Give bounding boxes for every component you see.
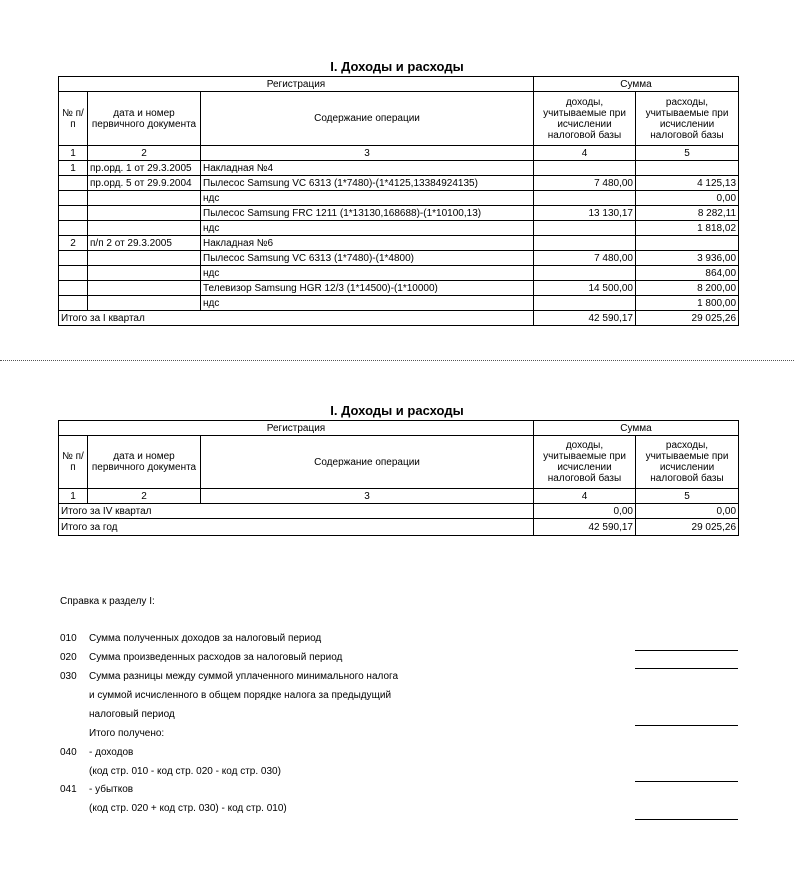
row-income xyxy=(534,191,636,206)
row-expense: 1 800,00 xyxy=(636,296,739,311)
header-expense: расходы, учитываемые при исчислении налоговой базы xyxy=(636,436,739,489)
row-expense: 3 936,00 xyxy=(636,251,739,266)
table-row xyxy=(59,266,739,281)
row-operation: ндс xyxy=(201,266,534,281)
table-row xyxy=(59,191,739,206)
total-expense: 0,00 xyxy=(636,504,739,519)
header-registration: Регистрация xyxy=(59,421,534,436)
row-num xyxy=(59,281,88,296)
col-num-3: 3 xyxy=(201,146,534,161)
header-expense: расходы, учитываемые при исчислении налоговой базы xyxy=(636,92,739,146)
row-expense xyxy=(636,161,739,176)
row-operation: Накладная №6 xyxy=(201,236,534,251)
income-expense-table-1 xyxy=(58,76,739,326)
total-income: 0,00 xyxy=(534,504,636,519)
table-row xyxy=(59,236,739,251)
row-doc: пр.орд. 1 от 29.3.2005 xyxy=(88,161,201,176)
row-income: 7 480,00 xyxy=(534,176,636,191)
row-income xyxy=(534,236,636,251)
ref-text: Сумма разницы между суммой уплаченного минимального налога xyxy=(89,671,399,682)
total-expense: 29 025,26 xyxy=(636,311,739,326)
income-expense-table-2 xyxy=(58,420,739,536)
col-num-2: 2 xyxy=(88,489,201,504)
row-operation: Пылесос Samsung VC 6313 (1*7480)-(1*4125,13384924135) xyxy=(201,176,534,191)
row-operation: ндс xyxy=(201,221,534,236)
header-sum: Сумма xyxy=(534,77,739,92)
row-num xyxy=(59,266,88,281)
answer-line-041 xyxy=(635,819,738,820)
row-doc: п/п 2 от 29.3.2005 xyxy=(88,236,201,251)
answer-line-030 xyxy=(635,725,738,726)
ref-code: 040 xyxy=(60,747,77,758)
row-operation: Телевизор Samsung HGR 12/3 (1*14500)-(1*10000) xyxy=(201,281,534,296)
row-expense: 4 125,13 xyxy=(636,176,739,191)
row-num xyxy=(59,251,88,266)
row-operation: Накладная №4 xyxy=(201,161,534,176)
col-num-4: 4 xyxy=(534,146,636,161)
header-content: Содержание операции xyxy=(201,436,534,489)
total-row xyxy=(59,504,739,519)
row-income: 13 130,17 xyxy=(534,206,636,221)
row-num: 1 xyxy=(59,161,88,176)
row-expense: 1 818,02 xyxy=(636,221,739,236)
ref-text: налоговый период xyxy=(89,709,175,720)
total-label: Итого за год xyxy=(59,519,534,536)
header-doc: дата и номер первичного документа xyxy=(88,436,201,489)
row-operation: Пылесос Samsung FRC 1211 (1*13130,168688)-(1*10100,13) xyxy=(201,206,534,221)
header-doc: дата и номер первичного документа xyxy=(88,92,201,146)
table-row xyxy=(59,161,739,176)
row-expense xyxy=(636,236,739,251)
row-num xyxy=(59,176,88,191)
row-expense: 8 282,11 xyxy=(636,206,739,221)
table-row xyxy=(59,176,739,191)
row-num: 2 xyxy=(59,236,88,251)
section-title-1: I. Доходы и расходы xyxy=(330,59,464,74)
total-row xyxy=(59,519,739,536)
row-doc xyxy=(88,266,201,281)
row-doc xyxy=(88,221,201,236)
header-registration: Регистрация xyxy=(59,77,534,92)
table-row xyxy=(59,281,739,296)
row-num xyxy=(59,221,88,236)
total-income: 42 590,17 xyxy=(534,311,636,326)
row-income: 7 480,00 xyxy=(534,251,636,266)
col-num-5: 5 xyxy=(636,489,739,504)
header-content: Содержание операции xyxy=(201,92,534,146)
ref-text: - убытков xyxy=(89,784,134,795)
ref-text: Сумма полученных доходов за налоговый период xyxy=(89,633,322,644)
col-num-4: 4 xyxy=(534,489,636,504)
col-num-1: 1 xyxy=(59,146,88,161)
row-income xyxy=(534,296,636,311)
total-expense: 29 025,26 xyxy=(636,519,739,536)
answer-line-040 xyxy=(635,781,738,782)
answer-line-020 xyxy=(635,668,738,669)
header-sum: Сумма xyxy=(534,421,739,436)
row-doc xyxy=(88,206,201,221)
header-num: № п/п xyxy=(59,436,88,489)
ref-code: 030 xyxy=(60,671,77,682)
total-income: 42 590,17 xyxy=(534,519,636,536)
row-operation: ндс xyxy=(201,191,534,206)
ref-code: 041 xyxy=(60,784,77,795)
ref-text: (код стр. 010 - код стр. 020 - код стр. 030) xyxy=(89,766,281,777)
section-title-2: I. Доходы и расходы xyxy=(330,403,464,418)
ref-code: 010 xyxy=(60,633,77,644)
page-break-divider xyxy=(0,360,794,361)
row-income xyxy=(534,161,636,176)
row-expense: 8 200,00 xyxy=(636,281,739,296)
row-doc xyxy=(88,191,201,206)
row-income: 14 500,00 xyxy=(534,281,636,296)
row-num xyxy=(59,206,88,221)
ref-text: - доходов xyxy=(89,747,134,758)
col-num-5: 5 xyxy=(636,146,739,161)
answer-line-010 xyxy=(635,650,738,651)
header-income: доходы, учитываемые при исчислении налоговой базы xyxy=(534,436,636,489)
row-income xyxy=(534,221,636,236)
ref-text: Итого получено: xyxy=(89,728,165,739)
header-income: доходы, учитываемые при исчислении налоговой базы xyxy=(534,92,636,146)
row-doc: пр.орд. 5 от 29.9.2004 xyxy=(88,176,201,191)
row-operation: ндс xyxy=(201,296,534,311)
ref-text: Сумма произведенных расходов за налоговый период xyxy=(89,652,343,663)
row-income xyxy=(534,266,636,281)
ref-code: 020 xyxy=(60,652,77,663)
reference-heading: Справка к разделу I: xyxy=(60,596,155,607)
total-label: Итого за IV квартал xyxy=(59,504,534,519)
col-num-1: 1 xyxy=(59,489,88,504)
row-operation: Пылесос Samsung VC 6313 (1*7480)-(1*4800) xyxy=(201,251,534,266)
table-row xyxy=(59,296,739,311)
col-num-3: 3 xyxy=(201,489,534,504)
total-row xyxy=(59,311,739,326)
ref-text: и суммой исчисленного в общем порядке налога за предыдущий xyxy=(89,690,392,701)
row-doc xyxy=(88,281,201,296)
header-num: № п/п xyxy=(59,92,88,146)
row-doc xyxy=(88,251,201,266)
row-doc xyxy=(88,296,201,311)
ref-text: (код стр. 020 + код стр. 030) - код стр. 010) xyxy=(89,803,287,814)
row-expense: 0,00 xyxy=(636,191,739,206)
table-row xyxy=(59,206,739,221)
row-expense: 864,00 xyxy=(636,266,739,281)
total-label: Итого за I квартал xyxy=(59,311,534,326)
col-num-2: 2 xyxy=(88,146,201,161)
table-row xyxy=(59,221,739,236)
table-row xyxy=(59,251,739,266)
row-num xyxy=(59,296,88,311)
row-num xyxy=(59,191,88,206)
